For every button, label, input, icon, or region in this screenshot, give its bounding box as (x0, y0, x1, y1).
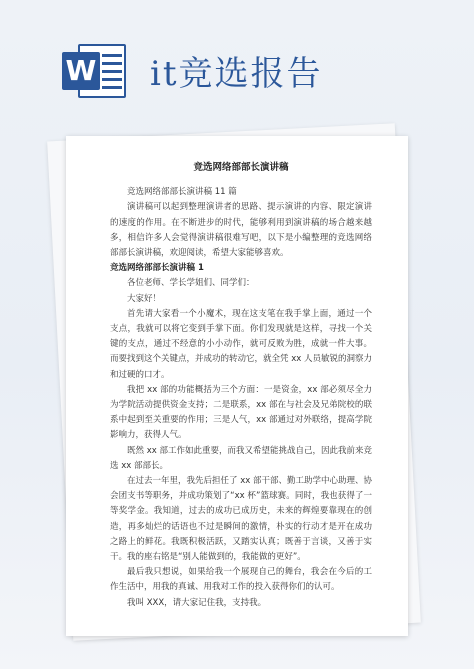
document-body (110, 160, 372, 611)
page-title: it竞选报告 (150, 54, 323, 94)
paragraph: 在过去一年里，我先后担任了 xx 部干部、勤工助学中心助理、协会团支书等职务，并成功策划了“xx 杯”篮球赛。同时，我也获得了一等奖学金。我知道，过去的成功已成历史，未来的辉煌要靠现在的创造，再多灿烂的话语也不过是瞬间的激情，朴实的行动才是开在成功之路上的鲜花。我既积极活跃，又踏实认真；既善于言谈，又善于实干。我的座右铭是“别人能做到的，我能做的更好”。 (110, 476, 372, 563)
paragraph: 既然 xx 部工作如此重要，而我又希望能挑战自己，因此我前来竞选 xx 部部长。 (110, 445, 372, 471)
word-letter: W (62, 52, 100, 90)
paragraph: 我叫 XXX，请大家记住我，支持我。 (127, 597, 267, 608)
document-title: 竞选网络部部长演讲稿 (193, 162, 289, 173)
paragraph: 我把 xx 部的功能概括为三个方面：一是资金，xx 部必须尽全力为学院活动提供资金支持；二是联系，xx 部在与社会及兄弟院校的联系中起到至关重要的作用；三是人气，xx 部通过对外联络，提高学院影响力，获得人气。 (110, 384, 372, 441)
paragraph: 大家好！ (127, 293, 162, 304)
paragraph: 各位老师、学长学姐们、同学们： (127, 278, 255, 289)
paragraph: 演讲稿可以起到整理演讲者的思路、提示演讲的内容、限定演讲的速度的作用。在不断进步的时代，能够利用到演讲稿的场合越来越多，相信许多人会觉得演讲稿很难写吧，以下是小编整理的竞选网络部部长演讲稿，欢迎阅读，希望大家能够喜欢。 (110, 202, 372, 259)
section-heading: 竞选网络部部长演讲稿 1 (110, 263, 204, 274)
paragraph: 竞选网络部部长演讲稿 11 篇 (127, 187, 237, 198)
word-icon (58, 38, 128, 102)
document-page (66, 136, 408, 636)
paragraph: 首先请大家看一个小魔术，现在这支笔在我手掌上面，通过一个支点，我就可以将它变到手掌下面。你们发现就是这样，寻找一个关键的支点，通过不经意的小小动作，就可反败为胜，成就一件大事。而要找到这个关键点，并成功的转动它，就全凭 xx 人员敏锐的洞察力和过硬的口才。 (110, 308, 372, 380)
paragraph-list (110, 185, 372, 611)
paragraph: 最后我只想说，如果给我一个展现自己的舞台，我会在今后的工作生活中，用我的真诚、用我对工作的投入获得你们的认可。 (110, 567, 372, 593)
